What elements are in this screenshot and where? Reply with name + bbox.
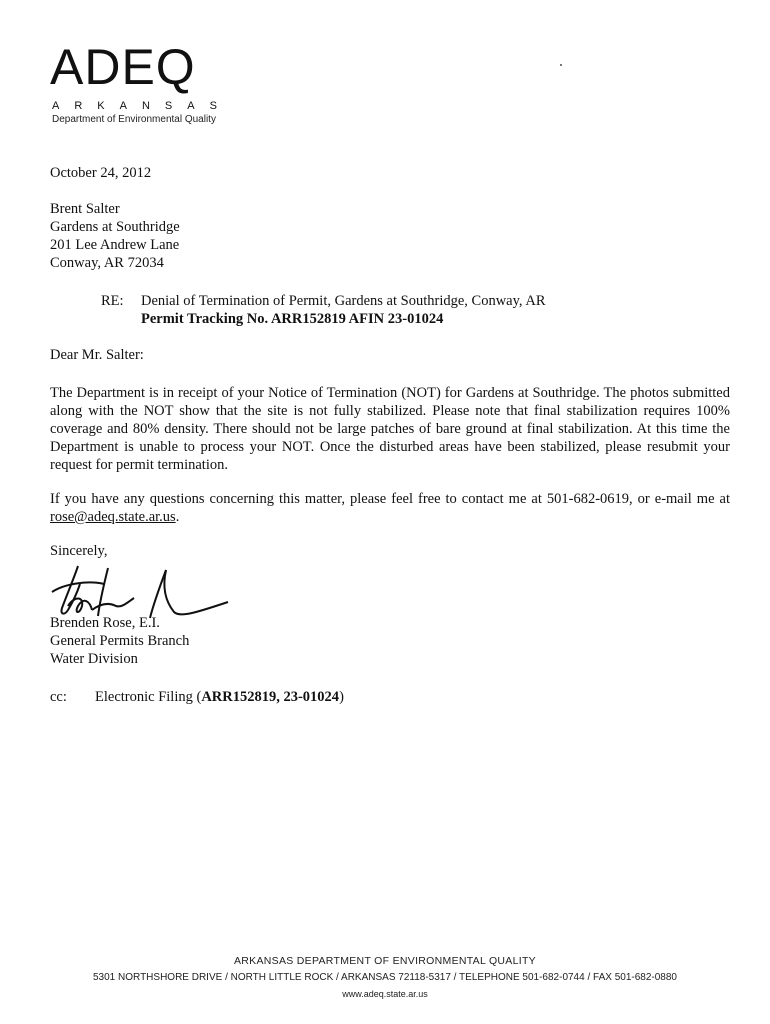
cc-text: Electronic Filing ( — [95, 689, 202, 705]
signer-name: Brenden Rose, E.I. — [50, 615, 160, 631]
letter-date: October 24, 2012 — [50, 165, 152, 181]
body-paragraph-1: The Department is in receipt of your Notice of Termination (NOT) for Gardens at Southridge. The photos submitted along with the NOT show that the site is not fully stabilized. Please note that final stabilization requires 100% coverage and 80% density. There should not be large patches of bare ground at final stabilization. At this time the Department is unable to process your NOT. Once the disturbed areas have been stabilized, please resubmit your request for permit termination. — [50, 385, 730, 473]
recipient-city: Conway, AR 72034 — [50, 255, 164, 271]
closing: Sincerely, — [50, 543, 108, 559]
logo-department-text: Department of Environmental Quality — [52, 114, 216, 125]
signer-division: Water Division — [50, 651, 138, 667]
re-subject: Denial of Termination of Permit, Gardens at Southridge, Conway, AR — [141, 293, 546, 309]
cc-tracking: ARR152819, 23-01024 — [201, 689, 340, 705]
logo-state-text: ARKANSAS — [52, 100, 232, 112]
cc-line — [95, 688, 344, 706]
email-suffix: . — [175, 509, 180, 525]
adeq-logo: ADEQ — [50, 39, 196, 95]
contact-text: If you have any questions concerning this matter, please feel free to contact me at 501-682-0619, or e-mail me at — [50, 491, 730, 507]
salutation: Dear Mr. Salter: — [50, 347, 144, 363]
email-link[interactable]: rose@adeq.state.ar.us — [50, 509, 176, 525]
body-paragraph-2 — [50, 490, 730, 526]
footer-address: 5301 NORTHSHORE DRIVE / NORTH LITTLE ROCK / ARKANSAS 72118-5317 / TELEPHONE 501-682-0744 / FAX 501-682-0880 — [93, 972, 677, 983]
scan-speck — [560, 64, 562, 66]
cc-close: ) — [339, 689, 344, 705]
re-tracking-number: Permit Tracking No. ARR152819 AFIN 23-01024 — [141, 311, 444, 327]
recipient-name: Brent Salter — [50, 201, 120, 217]
footer-website[interactable]: www.adeq.state.ar.us — [342, 989, 428, 999]
recipient-company: Gardens at Southridge — [50, 219, 180, 235]
signer-branch: General Permits Branch — [50, 633, 190, 649]
cc-label: cc: — [50, 689, 67, 705]
recipient-street: 201 Lee Andrew Lane — [50, 237, 180, 253]
footer-agency: ARKANSAS DEPARTMENT OF ENVIRONMENTAL QUALITY — [233, 955, 536, 967]
re-label: RE: — [101, 293, 124, 309]
